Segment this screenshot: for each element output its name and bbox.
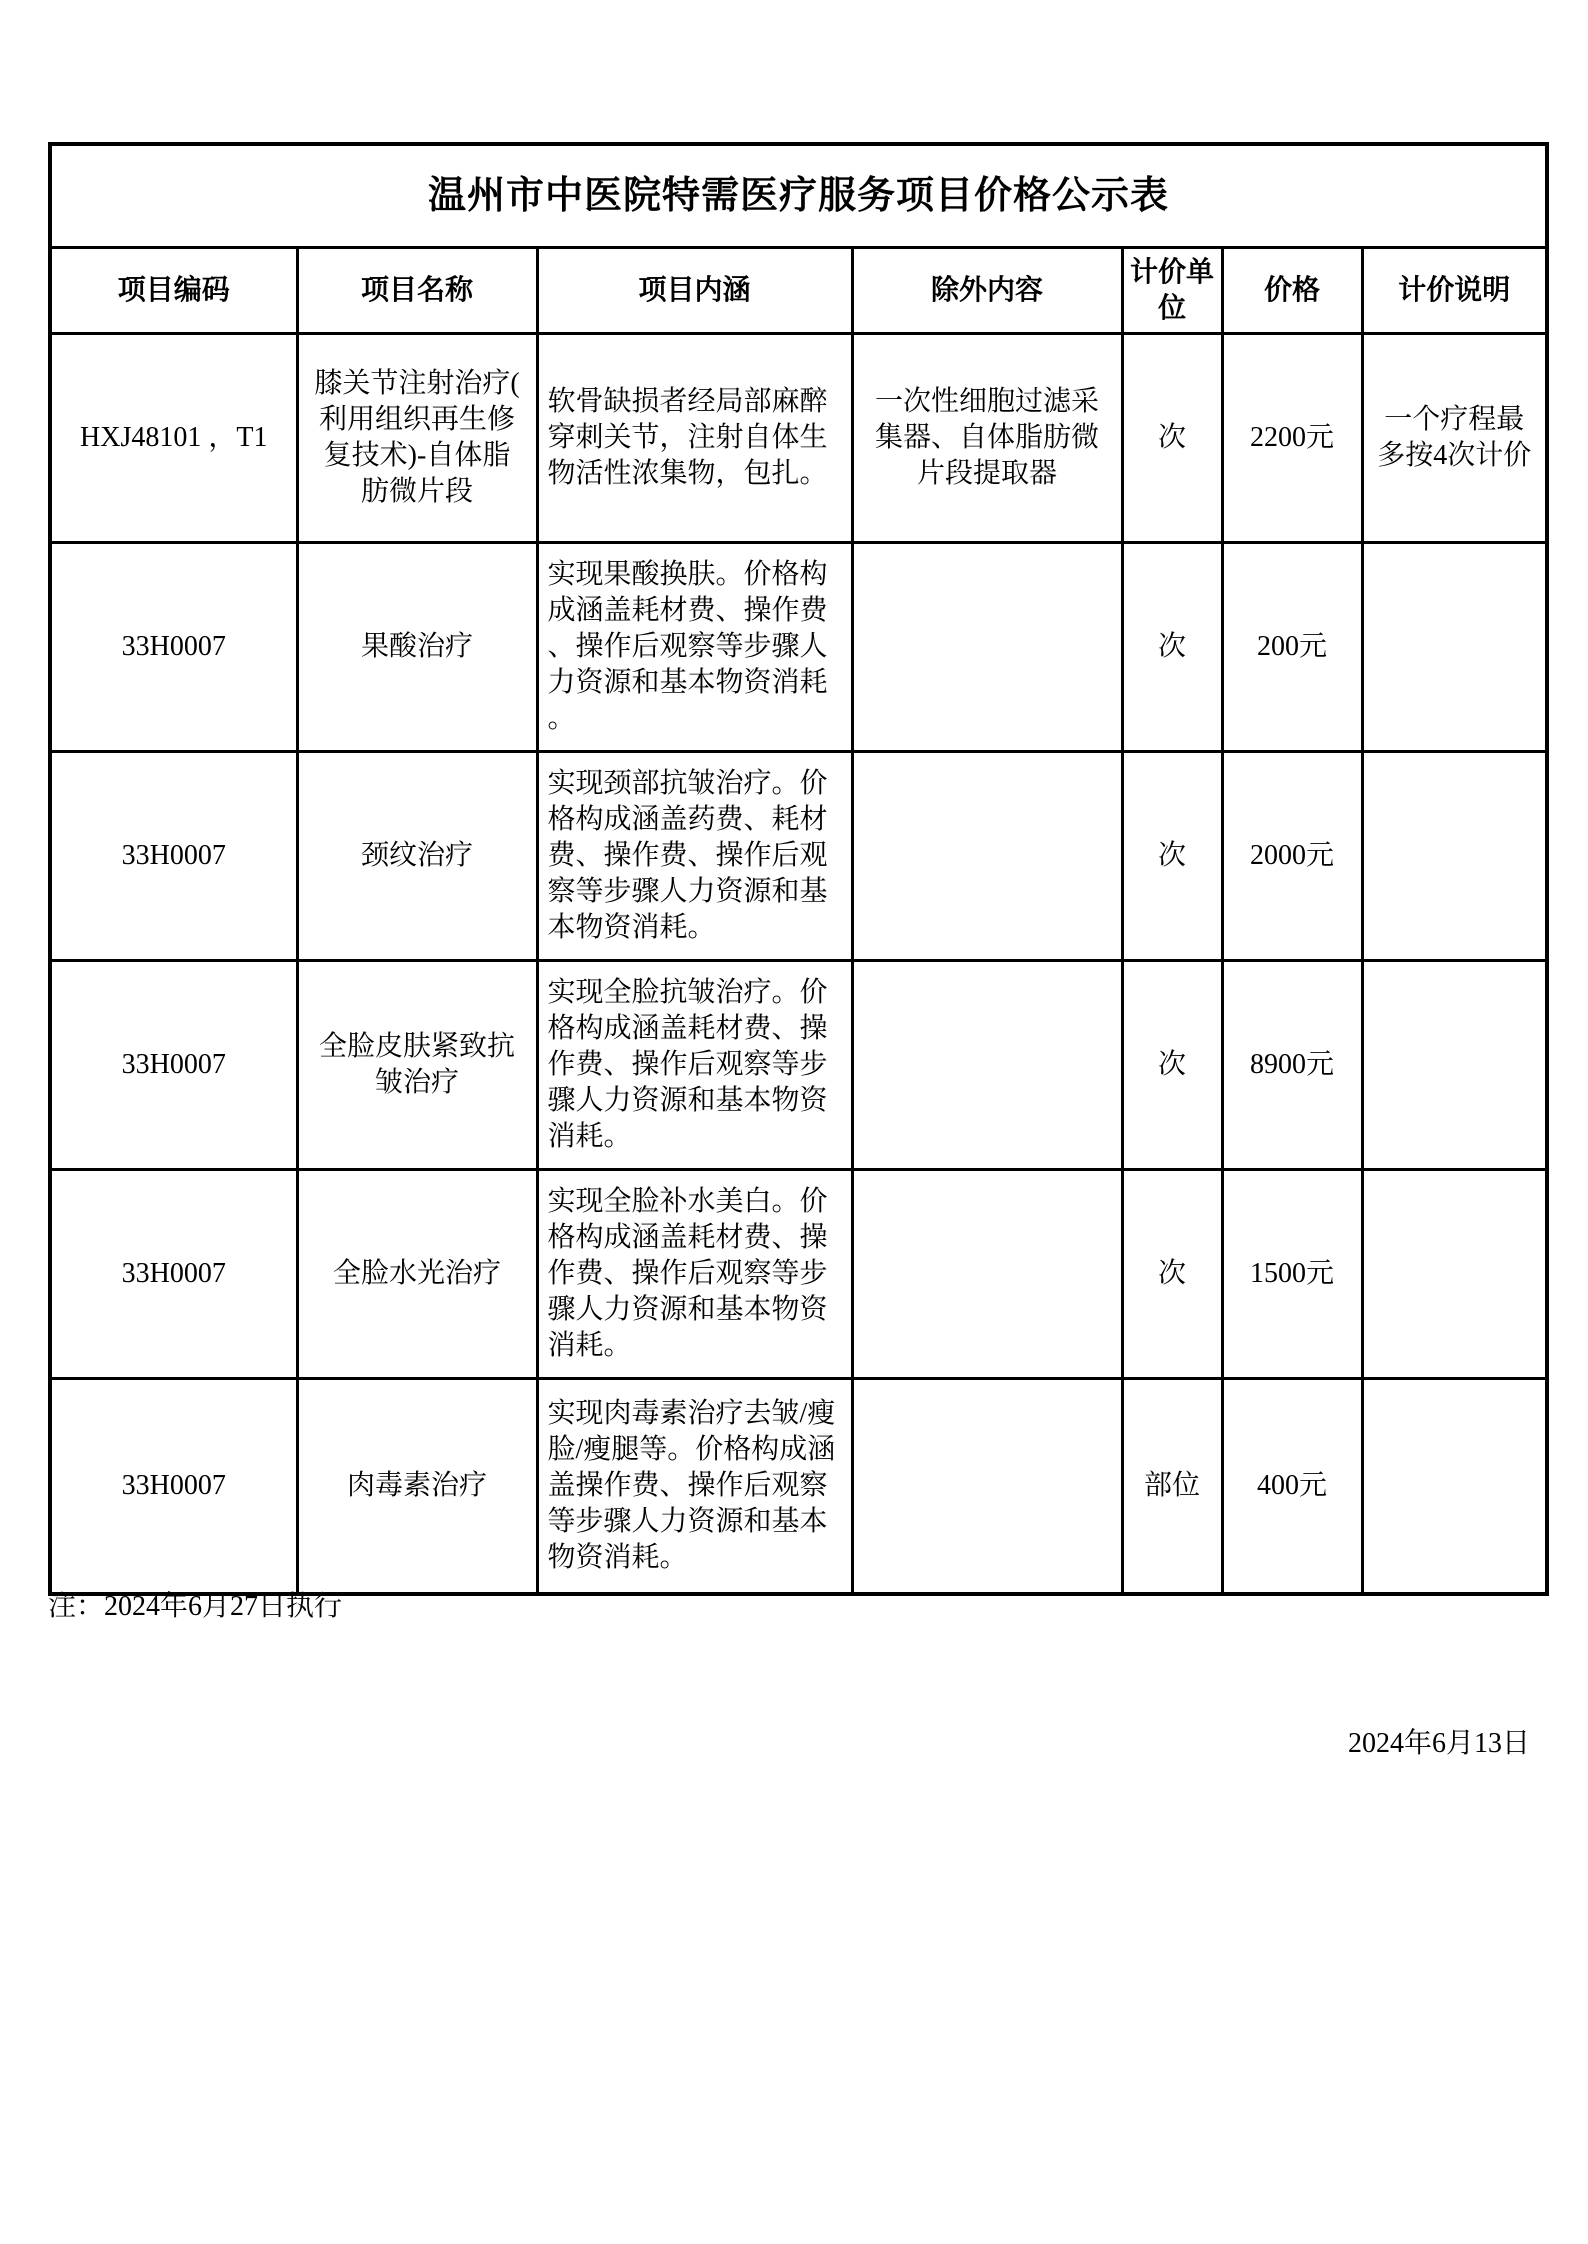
cell-excluded-content [852,961,1122,1170]
cell-price: 400元 [1222,1379,1362,1595]
table-row [50,543,1547,752]
cell-project-name: 膝关节注射治疗(利用组织再生修复技术)-自体脂肪微片段 [297,334,537,543]
cell-price: 200元 [1222,543,1362,752]
cell-pricing-note: 一个疗程最多按4次计价 [1362,334,1547,543]
table-row [50,334,1547,543]
cell-pricing-unit: 部位 [1122,1379,1222,1595]
cell-excluded-content [852,543,1122,752]
price-table [48,142,1549,1596]
title-row [50,144,1547,248]
cell-project-content: 实现颈部抗皱治疗。价格构成涵盖药费、耗材费、操作费、操作后观察等步骤人力资源和基本物资消耗。 [537,752,852,961]
cell-project-code: 33H0007 [50,961,297,1170]
cell-price: 1500元 [1222,1170,1362,1379]
cell-excluded-content: 一次性细胞过滤采集器、自体脂肪微片段提取器 [852,334,1122,543]
cell-pricing-note [1362,752,1547,961]
cell-pricing-unit: 次 [1122,961,1222,1170]
cell-pricing-unit: 次 [1122,334,1222,543]
cell-pricing-note [1362,1170,1547,1379]
column-header-name: 项目名称 [297,248,537,334]
column-header-code: 项目编码 [50,248,297,334]
effective-date-note: 注：2024年6月27日执行 [48,1591,343,1622]
cell-project-content: 软骨缺损者经局部麻醉穿刺关节，注射自体生物活性浓集物，包扎。 [537,334,852,543]
cell-project-code: HXJ48101 ，T1 [50,334,297,543]
cell-pricing-note [1362,543,1547,752]
table-row [50,1379,1547,1595]
cell-pricing-note [1362,961,1547,1170]
table-row [50,1170,1547,1379]
cell-project-code: 33H0007 [50,1379,297,1595]
cell-project-content: 实现全脸抗皱治疗。价格构成涵盖耗材费、操作费、操作后观察等步骤人力资源和基本物资消耗。 [537,961,852,1170]
cell-project-name: 肉毒素治疗 [297,1379,537,1595]
cell-project-name: 全脸水光治疗 [297,1170,537,1379]
cell-pricing-unit: 次 [1122,1170,1222,1379]
publish-date: 2024年6月13日 [1347,1728,1530,1759]
cell-project-code: 33H0007 [50,543,297,752]
cell-project-name: 果酸治疗 [297,543,537,752]
cell-pricing-note [1362,1379,1547,1595]
column-header-price: 价格 [1222,248,1362,334]
cell-project-name: 颈纹治疗 [297,752,537,961]
table-row [50,752,1547,961]
cell-price: 8900元 [1222,961,1362,1170]
cell-excluded-content [852,752,1122,961]
table-row [50,961,1547,1170]
header-row [50,248,1547,334]
cell-project-code: 33H0007 [50,1170,297,1379]
cell-price: 2200元 [1222,334,1362,543]
column-header-unit: 计价单位 [1122,248,1222,334]
cell-project-content: 实现果酸换肤。价格构成涵盖耗材费、操作费、操作后观察等步骤人力资源和基本物资消耗。 [537,543,852,752]
cell-project-content: 实现肉毒素治疗去皱/瘦脸/瘦腿等。价格构成涵盖操作费、操作后观察等步骤人力资源和基本物资消耗。 [537,1379,852,1595]
cell-project-content: 实现全脸补水美白。价格构成涵盖耗材费、操作费、操作后观察等步骤人力资源和基本物资消耗。 [537,1170,852,1379]
table-title: 温州市中医院特需医疗服务项目价格公示表 [50,144,1547,248]
cell-project-code: 33H0007 [50,752,297,961]
column-header-excluded: 除外内容 [852,248,1122,334]
cell-pricing-unit: 次 [1122,752,1222,961]
cell-price: 2000元 [1222,752,1362,961]
cell-pricing-unit: 次 [1122,543,1222,752]
cell-project-name: 全脸皮肤紧致抗皱治疗 [297,961,537,1170]
cell-excluded-content [852,1170,1122,1379]
column-header-pricing-note: 计价说明 [1362,248,1547,334]
cell-excluded-content [852,1379,1122,1595]
column-header-content: 项目内涵 [537,248,852,334]
